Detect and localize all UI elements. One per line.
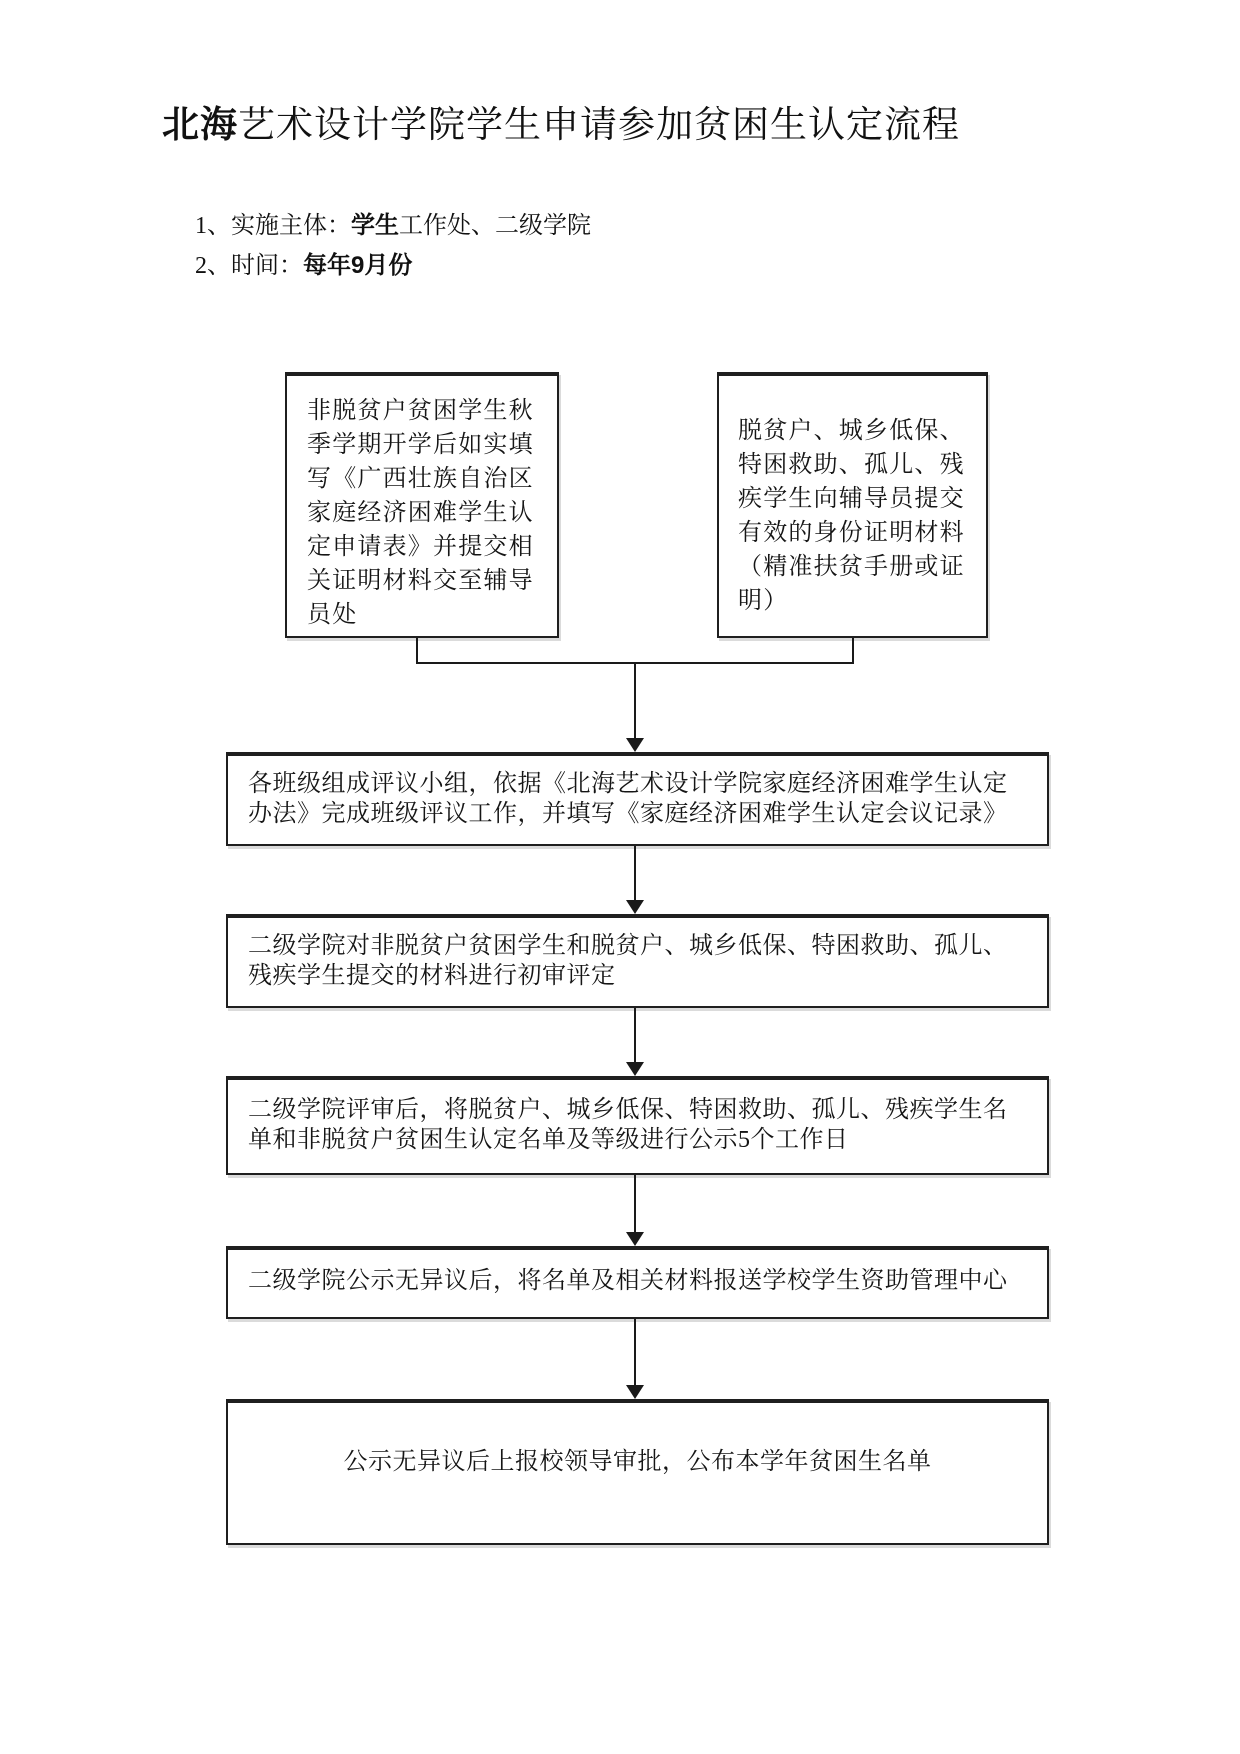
flow-box-source-left-line: 定申请表》并提交相 <box>307 534 534 560</box>
flow-box-source-right-line: （精准扶贫手册或证 <box>738 554 965 580</box>
flow-box-initial-check-line: 二级学院对非脱贫户贫困学生和脱贫户、城乡低保、特困救助、孤儿、 <box>248 933 1008 959</box>
arrow-initial-to-publicity-head <box>626 1062 644 1076</box>
flow-box-source-right-line: 脱贫户、城乡低保、 <box>738 418 965 444</box>
flow-box-initial-check <box>226 914 1049 1008</box>
connector-left-stub <box>416 638 418 664</box>
arrow-submit-to-final-head <box>626 1385 644 1399</box>
flow-box-class-review-line: 办法》完成班级评议工作，并填写《家庭经济困难学生认定会议记录》 <box>248 801 1008 827</box>
note-1-label: 1、实施主体： <box>195 213 351 239</box>
flow-box-publicity-line: 二级学院评审后，将脱贫户、城乡低保、特困救助、孤儿、残疾学生名 <box>248 1097 1008 1123</box>
arrow-review-to-initial-head <box>626 900 644 914</box>
flow-box-source-left-line: 非脱贫户贫困学生秋 <box>307 398 534 424</box>
flow-box-class-review-line: 各班级组成评议小组，依据《北海艺术设计学院家庭经济困难学生认定 <box>248 771 1008 797</box>
flow-box-source-left-line: 员处 <box>307 602 358 628</box>
arrow-publicity-to-submit-head <box>626 1232 644 1246</box>
flow-box-final-approval <box>226 1399 1049 1545</box>
flow-box-source-right <box>717 372 988 638</box>
arrow-initial-to-publicity-line <box>634 1008 636 1064</box>
connector-right-stub <box>852 638 854 664</box>
flow-box-source-right-line: 明） <box>738 588 789 614</box>
flow-box-source-left-line: 写《广西壮族自治区 <box>307 466 534 492</box>
flow-box-source-right-line: 有效的身份证明材料 <box>738 520 965 546</box>
flow-box-source-right-line: 特困救助、孤儿、残 <box>738 452 965 478</box>
flow-box-publicity <box>226 1076 1049 1175</box>
note-1-emphasis: 学生 <box>351 212 399 239</box>
page-title-rest: 艺术设计学院学生申请参加贫困生认定流程 <box>238 104 960 145</box>
note-implementing-body <box>195 211 591 241</box>
note-2-emphasis: 每年9月份 <box>303 252 413 279</box>
flow-box-final-approval-line: 公示无异议后上报校领导审批，公布本学年贫困生名单 <box>343 1449 932 1475</box>
flow-box-class-review <box>226 752 1049 846</box>
arrow-merge-to-review-head <box>626 738 644 752</box>
flow-box-submit <box>226 1246 1049 1319</box>
flow-box-source-left-line: 家庭经济困难学生认 <box>307 500 534 526</box>
flow-box-publicity-line: 单和非脱贫户贫困生认定名单及等级进行公示5个工作日 <box>248 1127 849 1153</box>
flow-box-source-left-line: 关证明材料交至辅导 <box>307 568 534 594</box>
note-time <box>195 251 412 281</box>
note-2-label: 2、时间： <box>195 253 303 279</box>
arrow-publicity-to-submit-line <box>634 1175 636 1234</box>
page-title <box>0 100 1122 150</box>
note-1-rest: 工作处、二级学院 <box>399 213 591 239</box>
flow-box-source-left-line: 季学期开学后如实填 <box>307 432 534 458</box>
page-title-emphasis: 北海 <box>162 104 238 145</box>
arrow-submit-to-final-line <box>634 1319 636 1387</box>
arrow-review-to-initial-line <box>634 846 636 902</box>
flow-box-source-right-line: 疾学生向辅导员提交 <box>738 486 965 512</box>
flow-box-submit-line: 二级学院公示无异议后，将名单及相关材料报送学校学生资助管理中心 <box>248 1268 1008 1294</box>
flow-box-source-left <box>285 372 559 638</box>
arrow-merge-to-review-line <box>634 662 636 739</box>
flow-box-initial-check-line: 残疾学生提交的材料进行初审评定 <box>248 963 616 989</box>
